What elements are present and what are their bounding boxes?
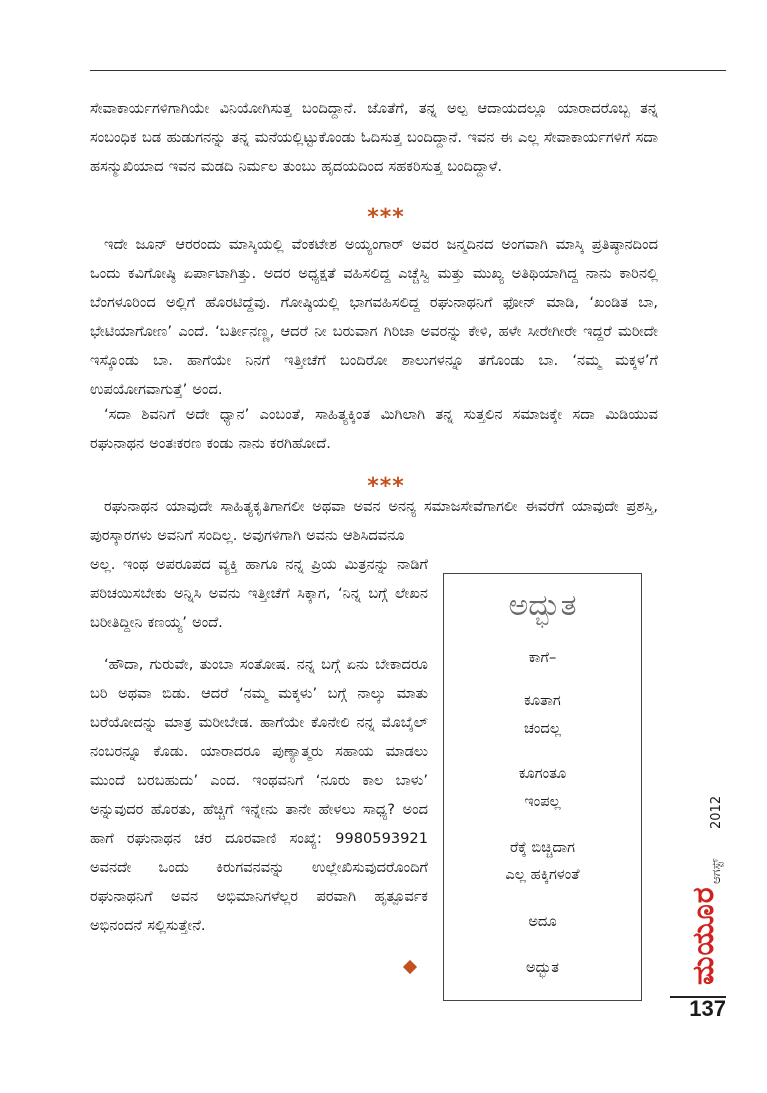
end-mark-diamond-icon bbox=[403, 960, 417, 974]
poem-title: ಅದ್ಭುತ bbox=[508, 588, 577, 623]
top-rule bbox=[90, 70, 726, 71]
article-paragraph-4-continued: ಅಲ್ಲ. ಇಂಥ ಅಪರೂಪದ ವ್ಯಕ್ತಿ ಹಾಗೂ ನನ್ನ ಪ್ರಿಯ ಮಿತ್ರನನ್ನು ನಾಡಿಗೆ ಪರಿಚಯಿಸಬೇಕು ಅನ್ನಿಸಿ ಅವನು ಇತ್ತೀಚೆಗೆ ಸಿಕ್ಕಾಗ, ‘ನಿನ್ನ ಬಗ್ಗೆ ಲೇಖನ ಬರೀತಿದ್ದೀನಿ ಕಣಯ್ಯ’ ಅಂದೆ. bbox=[90, 556, 428, 631]
article-paragraph-1: ಸೇವಾಕಾರ್ಯಗಳಿಗಾಗಿಯೇ ವಿನಿಯೋಗಿಸುತ್ತ ಬಂದಿದ್ದಾನೆ. ಜೊತೆಗೆ, ತನ್ನ ಅಲ್ಪ ಆದಾಯದಲ್ಲೂ ಯಾರಾದರೊಬ್ಬ ತನ್ನ ಸಂಬಂಧಿಕ ಬಡ ಹುಡುಗನನ್ನು ತನ್ನ ಮನೆಯಲ್ಲಿಟ್ಟುಕೊಂಡು ಓದಿಸುತ್ತ ಬಂದಿದ್ದಾನೆ. ಇವನ ಈ ಎಲ್ಲ ಸೇವಾಕಾರ್ಯಗಳಿಗೆ ಸದಾ ಹಸನ್ಮುಖಿಯಾದ ಇವನ ಮಡದಿ ನಿರ್ಮಲ ತುಂಬು ಹೃದಯದಿಂದ ಸಹಕರಿಸುತ್ತ ಬಂದಿದ್ದಾಳೆ. bbox=[90, 100, 658, 175]
section-separator-1: *** bbox=[367, 205, 405, 230]
magazine-masthead: ಮಯೂರ bbox=[686, 886, 721, 985]
poem-line: ಎಲ್ಲ ಹಕ್ಕಿಗಳಂತೆ bbox=[505, 866, 580, 883]
poem-line: ಕೂತಾಗ bbox=[524, 692, 561, 709]
poem-line: ಕೂಗಂತೂ bbox=[518, 765, 567, 782]
poem-box bbox=[443, 573, 642, 1001]
article-paragraph-4: ರಘುನಾಥನ ಯಾವುದೇ ಸಾಹಿತ್ಯಕೃತಿಗಾಗಲೀ ಅಥವಾ ಅವನ ಅನನ್ಯ ಸಮಾಜಸೇವೆಗಾಗಲೀ ಈವರೆಗೆ ಯಾವುದೇ ಪ್ರಶಸ್ತಿ, ಪುರಸ್ಕಾರಗಳು ಅವನಿಗೆ ಸಂದಿಲ್ಲ. ಅವುಗಳಿಗಾಗಿ ಅವನು ಆಶಿಸಿದವನೂ bbox=[90, 498, 658, 544]
issue-year: 2012 bbox=[709, 795, 724, 829]
page-number: 137 bbox=[689, 996, 726, 1021]
issue-month: ಆಗಸ್ಟ್ bbox=[709, 858, 723, 884]
article-paragraph-5: ‘ಹೌದಾ, ಗುರುವೇ, ತುಂಬಾ ಸಂತೋಷ. ನನ್ನ ಬಗ್ಗೆ ಏನು ಬೇಕಾದರೂ ಬರಿ ಅಥವಾ ಬಿಡು. ಆದರೆ ‘ನಮ್ಮ ಮಕ್ಕಳು’ ಬಗ್ಗೆ ನಾಲ್ಕು ಮಾತು ಬರೆಯೋದನ್ನು ಮಾತ್ರ ಮರೀಬೇಡ. ಹಾಗೆಯೇ ಕೊನೇಲಿ ನನ್ನ ಮೊಬೈಲ್ ನಂಬರನ್ನೂ ಕೊಡು. ಯಾರಾದರೂ ಪುಣ್ಯಾತ್ಮರು ಸಹಾಯ ಮಾಡಲು ಮುಂದೆ ಬರಬಹುದು’ ಎಂದ. ಇಂಥವನಿಗೆ ‘ನೂರು ಕಾಲ ಬಾಳು’ ಅನ್ನುವುದರ ಹೊರತು, ಹೆಚ್ಚಿಗೆ ಇನ್ನೇನು ತಾನೇ ಹೇಳಲು ಸಾಧ್ಯ? ಅಂದ ಹಾಗೆ ರಘುನಾಥನ ಚರ ದೂರವಾಣಿ ಸಂಖ್ಯೆ: 9980593921 ಅವನದೇ ಒಂದು ಕಿರುಗವನವನ್ನು ಉಲ್ಲೇಖಿಸುವುದರೊಂದಿಗೆ ರಘುನಾಥನಿಗೆ ಅವನ ಅಭಿಮಾನಿಗಳೆಲ್ಲರ ಪರವಾಗಿ ಹೃತ್ಪೂರ್ವಕ ಅಭಿನಂದನೆ ಸಲ್ಲಿಸುತ್ತೇನೆ. bbox=[90, 656, 428, 934]
poem-line: ಕಾಗೆ– bbox=[528, 649, 557, 666]
poem-line: ಚಂದಲ್ಲ bbox=[523, 720, 562, 737]
article-paragraph-2: ಇದೇ ಜೂನ್ ಆರರಂದು ಮಾಸ್ಕಿಯಲ್ಲಿ ವೆಂಕಟೇಶ ಅಯ್ಯಂಗಾರ್ ಅವರ ಜನ್ಮದಿನದ ಅಂಗವಾಗಿ ಮಾಸ್ಕಿ ಪ್ರತಿಷ್ಠಾನದಿಂದ ಒಂದು ಕವಿಗೋಷ್ಠಿ ಏರ್ಪಾಟಾಗಿತ್ತು. ಅದರ ಅಧ್ಯಕ್ಷತೆ ವಹಿಸಲಿದ್ದ ಎಚ್ಚೆಸ್ವಿ ಮತ್ತು ಮುಖ್ಯ ಅತಿಥಿಯಾಗಿದ್ದ ನಾನು ಕಾರಿನಲ್ಲಿ ಬೆಂಗಳೂರಿಂದ ಅಲ್ಲಿಗೆ ಹೊರಟಿದ್ದೆವು. ಗೋಷ್ಠಿಯಲ್ಲಿ ಭಾಗವಹಿಸಲಿದ್ದ ರಘುನಾಥನಿಗೆ ಫೋನ್ ಮಾಡಿ, ‘ಖಂಡಿತ ಬಾ, ಭೇಟಿಯಾಗೋಣ’ ಎಂದೆ. ‘ಬರ್ತೀನಣ್ಣ, ಆದರೆ ನೀ ಬರುವಾಗ ಗಿರಿಜಾ ಅವರನ್ನು ಕೇಳಿ, ಹಳೇ ಸೀರೇಗೀರೇ ಇದ್ದರೆ ಮರೀದೇ ಇಸ್ಕೊಂಡು ಬಾ. ಹಾಗೆಯೇ ನಿನಗೆ ಇತ್ತೀಚೆಗೆ ಬಂದಿರೋ ಶಾಲುಗಳನ್ನೂ ತಗೊಂಡು ಬಾ. ‘ನಮ್ಮ ಮಕ್ಕಳ’ಗೆ ಉಪಯೋಗವಾಗುತ್ತೆ’ ಅಂದ. bbox=[90, 236, 658, 398]
poem-line: ಇಂಪಲ್ಲ bbox=[524, 793, 561, 810]
article-paragraph-3: ‘ಸದಾ ಶಿವನಿಗೆ ಅದೇ ಧ್ಯಾನ’ ಎಂಬಂತೆ, ಸಾಹಿತ್ಯಕ್ಕಿಂತ ಮಿಗಿಲಾಗಿ ತನ್ನ ಸುತ್ತಲಿನ ಸಮಾಜಕ್ಕೇ ಸದಾ ಮಿಡಿಯುವ ರಘುನಾಥನ ಅಂತಃಕರಣ ಕಂಡು ನಾನು ಕರಗಿಹೋದೆ. bbox=[90, 406, 658, 452]
section-separator-2: *** bbox=[367, 474, 405, 499]
poem-line: ಅದೂ bbox=[528, 913, 557, 930]
poem-line: ರೆಕ್ಕೆ ಬಿಚ್ಚಿದಾಗ bbox=[509, 839, 575, 856]
poem-line: ಅದ್ಭುತ bbox=[525, 959, 560, 976]
